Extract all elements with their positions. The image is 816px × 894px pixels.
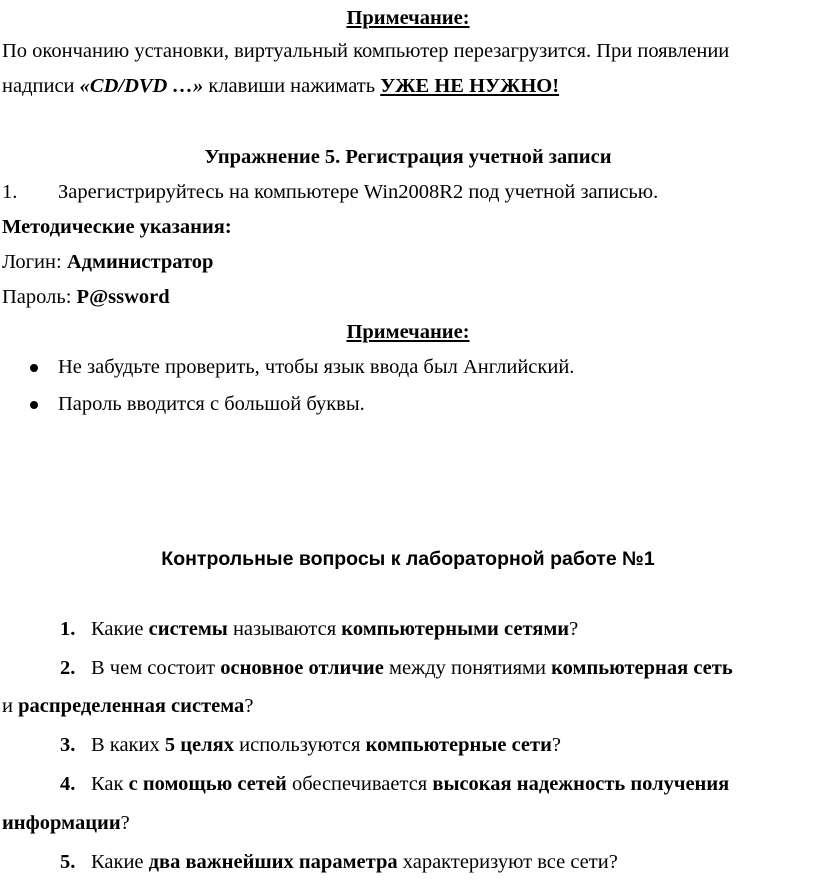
question-text: между понятиями (383, 657, 552, 679)
question-term: высокая надежность получения (432, 773, 730, 795)
question-term: два важнейших параметра (148, 851, 398, 873)
note-paragraph-line-1: По окончанию установки, виртуальный компьютер перезагрузится. При появлении (2, 40, 730, 62)
bullet-icon (30, 364, 38, 372)
question-2-continued (2, 694, 253, 718)
question-text: Какие (91, 618, 149, 640)
question-text: ? (569, 618, 579, 640)
login-value: Администратор (66, 251, 214, 273)
guidelines-heading: Методические указания: (2, 216, 232, 238)
note-text: клавиши нажимать (203, 75, 381, 97)
question-term: системы (148, 618, 228, 640)
question-term: 5 целях (164, 734, 234, 756)
question-term: распределенная система (18, 695, 245, 717)
question-2 (91, 656, 733, 680)
question-term: с помощью сетей (128, 773, 287, 795)
note-text: надписи (2, 75, 80, 97)
not-needed-emphasis: УЖЕ НЕ НУЖНО! (380, 75, 560, 97)
question-1 (91, 617, 578, 641)
note-heading: Примечание: (346, 7, 470, 29)
question-text: Как (91, 773, 129, 795)
question-5 (91, 850, 618, 874)
question-number: 4. (60, 773, 76, 795)
question-number: 5. (60, 851, 76, 873)
exercise-step-number: 1. (2, 181, 18, 203)
note-heading: Примечание: (346, 321, 470, 343)
question-text: обеспечивается (286, 773, 433, 795)
question-text: ? (551, 734, 562, 756)
exercise-title: Упражнение 5. Регистрация учетной записи (204, 146, 612, 168)
question-text: ? (120, 812, 130, 834)
question-number: 1. (60, 618, 76, 640)
question-4-continued (2, 811, 130, 835)
bullet-item: Пароль вводится с большой буквы. (58, 393, 365, 415)
question-text: В чем состоит (91, 657, 221, 679)
bullet-item: Не забудьте проверить, чтобы язык ввода был Английский. (58, 356, 575, 378)
question-term: информации (2, 812, 121, 834)
cd-dvd-label: «CD/DVD …» (79, 75, 204, 97)
password-line (2, 285, 170, 309)
question-4 (91, 772, 729, 796)
exercise-step-text: Зарегистрируйтесь на компьютере Win2008R2 под учетной записью. (58, 181, 659, 203)
login-line (2, 250, 213, 274)
bullet-icon (30, 401, 38, 409)
question-term: компьютерными сетями (341, 618, 570, 640)
question-3 (91, 733, 561, 757)
question-text: ? (244, 695, 254, 717)
question-term: основное отличие (220, 657, 384, 679)
login-label: Логин: (2, 251, 67, 273)
question-text: называются (227, 618, 342, 640)
question-term: компьютерные сети (365, 734, 552, 756)
password-label: Пароль: (2, 286, 77, 308)
question-text: В каких (91, 734, 165, 756)
note-paragraph-line-2 (2, 74, 559, 98)
question-text: используются (234, 734, 366, 756)
questions-title: Контрольные вопросы к лабораторной работе №1 (161, 548, 655, 570)
password-value: P@ssword (76, 286, 170, 308)
question-term: компьютерная сеть (551, 657, 733, 679)
question-text: характеризуют все сети? (397, 851, 618, 873)
question-number: 3. (60, 734, 76, 756)
question-text: и (2, 695, 19, 717)
question-text: Какие (91, 851, 149, 873)
question-number: 2. (60, 657, 76, 679)
